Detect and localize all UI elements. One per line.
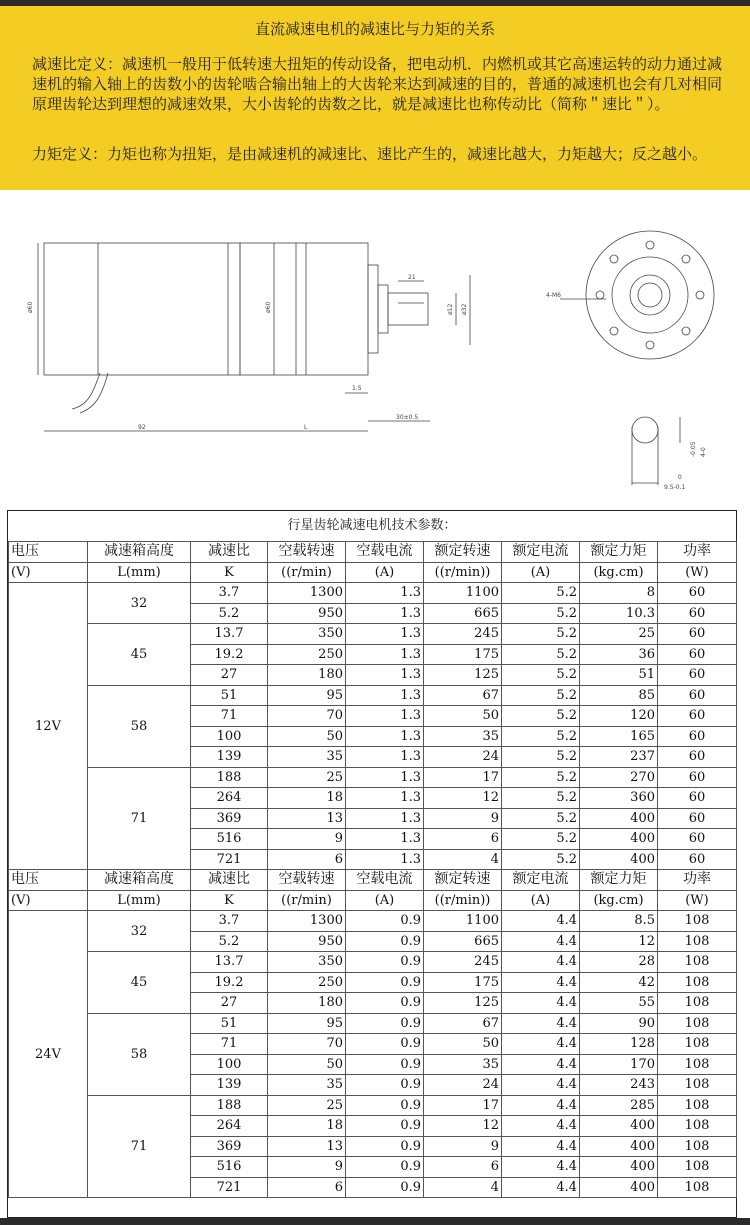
dim-motor-length: 92 [138,424,146,431]
table-cell: 139 [191,1075,268,1096]
dim-zero: 0 [678,474,682,481]
table-cell: 6 [268,849,346,870]
column-unit: (V) [9,890,88,911]
torque-definition: 力矩定义：力矩也称为扭矩，是由减速机的减速比、速比产生的，减速比越大，力矩越大；反之越小。 [32,145,708,163]
table-cell: 12 [580,931,658,952]
dim-shaft-length: 21 [408,274,416,281]
table-cell: 27 [191,993,268,1014]
table-cell: 5.2 [502,644,580,665]
table-cell: 19.2 [191,644,268,665]
column-header: 减速比 [191,542,268,563]
column-unit: (V) [9,562,88,583]
table-cell: 4.4 [502,952,580,973]
table-cell: 4.4 [502,993,580,1014]
table-cell: 18 [268,1116,346,1137]
motor-body [44,243,240,375]
table-cell: 188 [191,1095,268,1116]
shaft-section [632,417,658,443]
table-cell: 8.5 [580,911,658,932]
table-cell: 5.2 [502,685,580,706]
table-row [9,583,737,604]
table-cell: 350 [268,952,346,973]
gearbox-height-cell: 58 [88,685,191,767]
table-cell: 0.9 [346,1095,424,1116]
table-cell: 400 [580,1136,658,1157]
table-cell: 25 [580,624,658,645]
table-cell: 516 [191,1157,268,1178]
table-cell: 1.3 [346,726,424,747]
column-unit: ((r/min) [268,562,346,583]
column-unit: (W) [658,562,737,583]
table-cell: 1.3 [346,706,424,727]
table-cell: 50 [268,726,346,747]
table-cell: 108 [658,1013,737,1034]
table-cell: 721 [191,849,268,870]
table-cell: 108 [658,1075,737,1096]
table-cell: 400 [580,808,658,829]
table-cell: 4.4 [502,1034,580,1055]
table-cell: 245 [424,952,502,973]
table-cell: 12 [424,788,502,809]
table-cell: 108 [658,1177,737,1198]
column-header: 电压 [9,870,88,891]
column-header: 减速比 [191,870,268,891]
table-cell: 1300 [268,911,346,932]
dim-shaft-diameter: ø12 [447,303,454,315]
table-cell: 108 [658,931,737,952]
table-cell: 60 [658,788,737,809]
column-header: 额定力矩 [580,542,658,563]
column-header: 功率 [658,542,737,563]
table-cell: 245 [424,624,502,645]
table-cell: 5.2 [502,808,580,829]
table-cell: 5.2 [502,583,580,604]
table-cell: 1300 [268,583,346,604]
column-unit: (A) [346,890,424,911]
table-row [9,1013,737,1034]
table-cell: 125 [424,665,502,686]
table-row [9,767,737,788]
table-cell: 1.3 [346,829,424,850]
table-cell: 400 [580,829,658,850]
column-unit: ((r/min) [268,890,346,911]
table-cell: 60 [658,685,737,706]
dim-flange-thickness: 1.5 [352,385,362,392]
table-cell: 165 [580,726,658,747]
table-cell: 0.9 [346,1136,424,1157]
table-cell: 350 [268,624,346,645]
table-cell: 70 [268,1034,346,1055]
column-unit: (A) [346,562,424,583]
table-cell: 264 [191,788,268,809]
column-unit: ((r/min)) [424,890,502,911]
table-cell: 270 [580,767,658,788]
table-cell: 285 [580,1095,658,1116]
table-cell: 51 [191,685,268,706]
table-cell: 108 [658,1034,737,1055]
table-cell: 85 [580,685,658,706]
table-cell: 9 [268,829,346,850]
table-cell: 4 [424,849,502,870]
table-cell: 0.9 [346,993,424,1014]
output-shaft [388,293,428,325]
table-cell: 950 [268,603,346,624]
gearbox-height-cell: 32 [88,911,191,952]
table-cell: 4.4 [502,911,580,932]
table-row [9,624,737,645]
table-cell: 60 [658,767,737,788]
table-cell: 5.2 [502,624,580,645]
table-cell: 60 [658,726,737,747]
dim-boss-diameter: ø32 [461,303,468,315]
table-cell: 1.3 [346,747,424,768]
table-cell: 108 [658,993,737,1014]
table-cell: 13.7 [191,624,268,645]
dim-gearbox-diameter: ø60 [265,301,272,313]
table-cell: 360 [580,788,658,809]
column-header: 功率 [658,870,737,891]
table-cell: 4.4 [502,1116,580,1137]
table-cell: 5.2 [502,665,580,686]
table-cell: 50 [268,1054,346,1075]
table-cell: 70 [268,706,346,727]
table-cell: 95 [268,685,346,706]
column-header: 电压 [9,542,88,563]
table-cell: 90 [580,1013,658,1034]
technical-drawing [0,195,750,495]
dim-mount-holes: 4-M6 [546,292,561,299]
table-cell: 264 [191,1116,268,1137]
dim-flat-depth: 4-0 [700,447,707,457]
table-cell: 9 [424,1136,502,1157]
ratio-definition: 减速比定义：减速机一般用于低转速大扭矩的传动设备，把电动机．内燃机或其它高速运转的动力通过减速机的输入轴上的齿数小的齿轮啮合输出轴上的大齿轮来达到减速的目的，普通的减速机也会有几对相同原理齿轮达到理想的减速效果，大小齿轮的齿数之比，就是减速比也称传动比（简称＂速比＂）。 [32,55,723,113]
spec-header-row [9,870,737,891]
spec-unit-row [9,890,737,911]
spec-table [8,541,737,1198]
table-cell: 0.9 [346,952,424,973]
table-cell: 108 [658,952,737,973]
table-cell: 50 [424,1034,502,1055]
table-cell: 51 [191,1013,268,1034]
table-cell: 3.7 [191,583,268,604]
table-cell: 36 [580,644,658,665]
gearbox-height-cell: 58 [88,1013,191,1095]
table-cell: 17 [424,767,502,788]
gearbox-height-cell: 45 [88,624,191,686]
table-cell: 42 [580,972,658,993]
table-cell: 19.2 [191,972,268,993]
table-cell: 4.4 [502,931,580,952]
column-unit: (kg.cm) [580,562,658,583]
column-header: 额定电流 [502,542,580,563]
page-title: 直流减速电机的减速比与力矩的关系 [254,20,495,38]
dim-gearbox-length: L [304,424,308,431]
table-cell: 5.2 [502,849,580,870]
table-cell: 4.4 [502,1054,580,1075]
table-cell: 0.9 [346,1075,424,1096]
dimension-drawing [0,195,750,495]
table-cell: 95 [268,1013,346,1034]
table-cell: 4.4 [502,1075,580,1096]
table-cell: 25 [268,767,346,788]
column-unit: ((r/min)) [424,562,502,583]
table-cell: 400 [580,1177,658,1198]
table-cell: 1.3 [346,808,424,829]
dim-output-length: 30±0.5 [396,414,419,421]
table-cell: 4 [424,1177,502,1198]
table-cell: 665 [424,931,502,952]
table-cell: 6 [424,829,502,850]
table-cell: 4.4 [502,1136,580,1157]
table-cell: 3.7 [191,911,268,932]
table-cell: 400 [580,849,658,870]
table-cell: 35 [268,747,346,768]
table-cell: 100 [191,1054,268,1075]
spec-title: 行星齿轮减速电机技术参数： [287,518,457,533]
table-cell: 1.3 [346,767,424,788]
table-cell: 6 [268,1177,346,1198]
table-cell: 13 [268,808,346,829]
table-cell: 71 [191,706,268,727]
column-unit: (A) [502,890,580,911]
table-cell: 4.4 [502,972,580,993]
table-row [9,1095,737,1116]
table-cell: 100 [191,726,268,747]
column-header: 空载电流 [346,542,424,563]
table-cell: 243 [580,1075,658,1096]
bottom-bar [0,1218,750,1225]
table-cell: 25 [268,1095,346,1116]
table-cell: 60 [658,849,737,870]
table-cell: 400 [580,1116,658,1137]
table-cell: 6 [424,1157,502,1178]
table-cell: 1.3 [346,624,424,645]
table-cell: 1100 [424,583,502,604]
table-cell: 237 [580,747,658,768]
table-cell: 60 [658,665,737,686]
table-cell: 55 [580,993,658,1014]
table-cell: 1.3 [346,685,424,706]
table-row [9,952,737,973]
column-unit: K [191,562,268,583]
table-cell: 175 [424,972,502,993]
column-header: 空载转速 [268,542,346,563]
dim-flat-width: 9.5-0.1 [664,484,686,491]
table-cell: 108 [658,1054,737,1075]
gearbox-height-cell: 45 [88,952,191,1014]
table-cell: 10.3 [580,603,658,624]
table-cell: 188 [191,767,268,788]
table-cell: 5.2 [502,829,580,850]
table-cell: 0.9 [346,1054,424,1075]
table-cell: 60 [658,603,737,624]
column-header: 额定力矩 [580,870,658,891]
table-cell: 35 [424,1054,502,1075]
table-cell: 24 [424,747,502,768]
table-cell: 13.7 [191,952,268,973]
table-cell: 60 [658,747,737,768]
column-unit: (kg.cm) [580,890,658,911]
table-cell: 0.9 [346,931,424,952]
voltage-cell: 12V [9,583,88,870]
column-header: 额定转速 [424,870,502,891]
table-row [9,911,737,932]
table-cell: 8 [580,583,658,604]
table-cell: 35 [424,726,502,747]
table-cell: 180 [268,665,346,686]
dim-body-diameter: ø60 [27,301,34,313]
column-unit: L(mm) [88,890,191,911]
table-cell: 5.2 [502,788,580,809]
table-cell: 950 [268,931,346,952]
table-cell: 369 [191,1136,268,1157]
table-cell: 51 [580,665,658,686]
table-cell: 4.4 [502,1157,580,1178]
table-cell: 128 [580,1034,658,1055]
table-cell: 108 [658,1136,737,1157]
table-cell: 60 [658,706,737,727]
table-cell: 0.9 [346,911,424,932]
table-cell: 1.3 [346,788,424,809]
table-cell: 665 [424,603,502,624]
column-unit: (W) [658,890,737,911]
table-cell: 67 [424,685,502,706]
table-cell: 108 [658,911,737,932]
gearbox-height-cell: 32 [88,583,191,624]
table-cell: 170 [580,1054,658,1075]
table-cell: 5.2 [502,767,580,788]
table-cell: 125 [424,993,502,1014]
table-cell: 1.3 [346,849,424,870]
table-cell: 27 [191,665,268,686]
table-cell: 18 [268,788,346,809]
table-row [9,685,737,706]
table-cell: 175 [424,644,502,665]
table-cell: 4.4 [502,1095,580,1116]
table-cell: 250 [268,644,346,665]
table-cell: 60 [658,624,737,645]
column-header: 减速箱高度 [88,870,191,891]
table-cell: 1.3 [346,583,424,604]
column-unit: K [191,890,268,911]
column-header: 额定电流 [502,870,580,891]
table-cell: 0.9 [346,1116,424,1137]
table-cell: 5.2 [502,706,580,727]
table-cell: 35 [268,1075,346,1096]
table-cell: 17 [424,1095,502,1116]
table-cell: 108 [658,972,737,993]
table-cell: 67 [424,1013,502,1034]
table-cell: 5.2 [502,747,580,768]
table-cell: 250 [268,972,346,993]
table-cell: 5.2 [502,726,580,747]
flange-end-view [586,231,714,359]
table-cell: 1.3 [346,644,424,665]
column-header: 减速箱高度 [88,542,191,563]
table-cell: 108 [658,1095,737,1116]
column-header: 空载电流 [346,870,424,891]
table-cell: 71 [191,1034,268,1055]
spec-unit-row [9,562,737,583]
table-cell: 24 [424,1075,502,1096]
table-cell: 60 [658,808,737,829]
gearbox-body [240,243,368,375]
table-cell: 120 [580,706,658,727]
column-unit: (A) [502,562,580,583]
table-cell: 0.9 [346,1177,424,1198]
table-cell: 1.3 [346,665,424,686]
table-cell: 0.9 [346,972,424,993]
table-cell: 5.2 [191,931,268,952]
table-cell: 139 [191,747,268,768]
dim-flat-tolerance: -0.05 [690,441,697,457]
voltage-cell: 24V [9,911,88,1198]
table-cell: 400 [580,1157,658,1178]
table-cell: 1100 [424,911,502,932]
table-cell: 1.3 [346,603,424,624]
column-unit: L(mm) [88,562,191,583]
table-cell: 180 [268,993,346,1014]
table-cell: 369 [191,808,268,829]
table-cell: 50 [424,706,502,727]
column-header: 空载转速 [268,870,346,891]
table-cell: 9 [268,1157,346,1178]
table-cell: 60 [658,644,737,665]
table-cell: 12 [424,1116,502,1137]
gearbox-height-cell: 71 [88,1095,191,1198]
table-cell: 9 [424,808,502,829]
definition-panel [0,6,750,190]
table-cell: 0.9 [346,1034,424,1055]
table-cell: 721 [191,1177,268,1198]
table-cell: 4.4 [502,1177,580,1198]
table-cell: 5.2 [502,603,580,624]
spec-panel [7,510,737,1218]
table-cell: 4.4 [502,1013,580,1034]
table-cell: 5.2 [191,603,268,624]
column-header: 额定转速 [424,542,502,563]
table-cell: 108 [658,1116,737,1137]
gearbox-height-cell: 71 [88,767,191,870]
table-cell: 60 [658,829,737,850]
table-cell: 13 [268,1136,346,1157]
table-cell: 28 [580,952,658,973]
table-cell: 0.9 [346,1157,424,1178]
table-cell: 60 [658,583,737,604]
spec-header-row [9,542,737,563]
table-cell: 108 [658,1157,737,1178]
table-cell: 0.9 [346,1013,424,1034]
table-cell: 516 [191,829,268,850]
